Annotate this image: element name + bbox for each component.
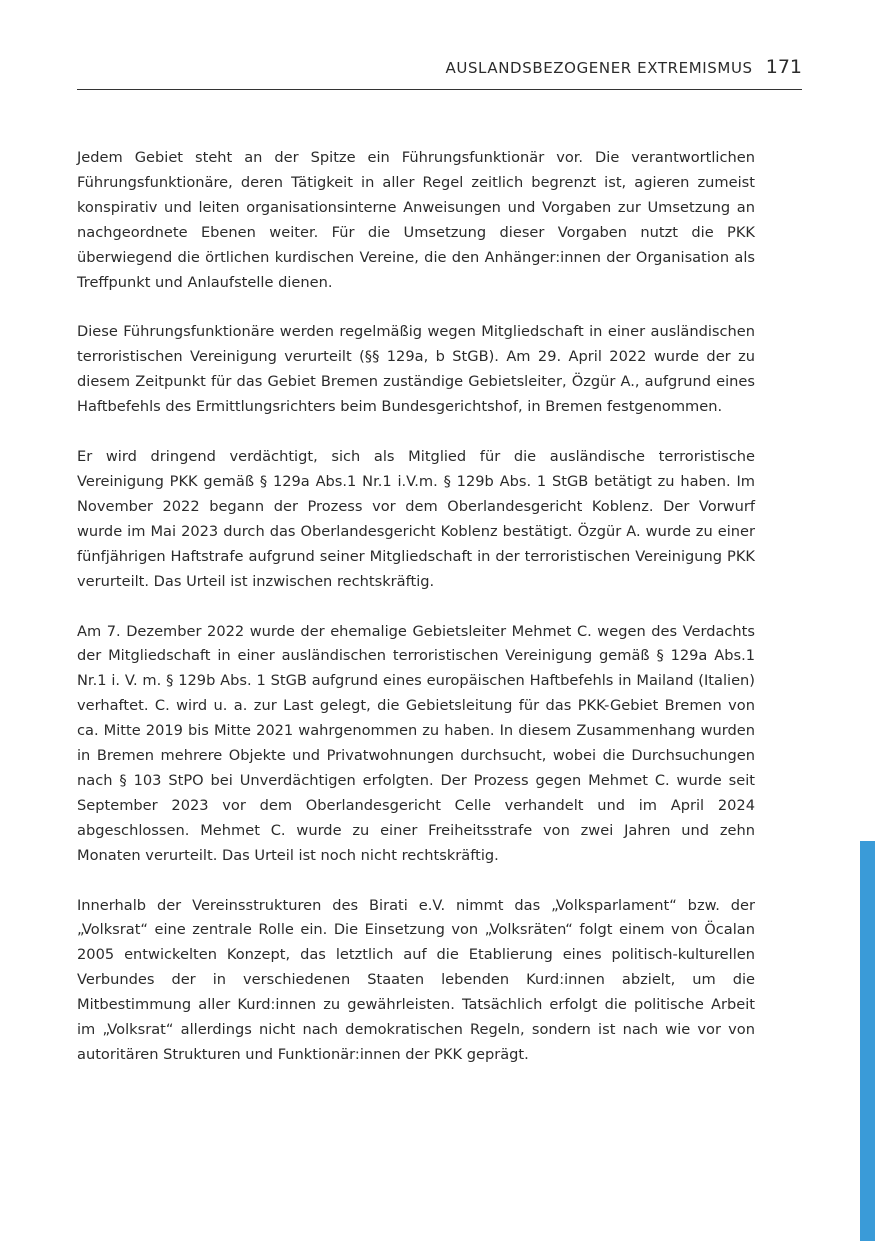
body-text bbox=[77, 146, 755, 1093]
paragraph-4: Am 7. Dezember 2022 wurde der ehemalige Gebietsleiter Mehmet C. wegen des Verdachts der Mitgliedschaft in einer ausländischen terroristischen Vereinigung gemäß § 129a Abs.1 Nr.1 i. V. m. § 129b Abs. 1 StGB aufgrund eines europäischen Haftbefehls in Mailand (Italien) verhaftet. C. wird u. a. zur Last gelegt, die Gebietsleitung für das PKK-Gebiet Bremen von ca. Mitte 2019 bis Mitte 2021 wahrgenommen zu haben. In diesem Zusammenhang wurden in Bremen mehrere Objekte und Privatwohnungen durchsucht, wobei die Durchsuchungen nach § 103 StPO bei Unverdächtigen erfolgten. Der Prozess gegen Mehmet C. wurde seit September 2023 vor dem Oberlandesgericht Celle verhandelt und im April 2024 abgeschlossen. Mehmet C. wurde zu einer Freiheitsstrafe von zwei Jahren und zehn Monaten verurteilt. Das Urteil ist noch nicht rechtskräftig. bbox=[77, 622, 755, 864]
paragraph-5: Innerhalb der Vereinsstrukturen des Birati e.V. nimmt das „Volksparlament“ bzw. der „Volksrat“ eine zentrale Rolle ein. Die Einsetzung von „Volksräten“ folgt einem von Öcalan 2005 entwickelten Konzept, das letztlich auf die Etablierung eines politisch-kulturellen Verbundes der in verschiedenen Staaten lebenden Kurd:innen abzielt, um die Mitbestimmung aller Kurd:innen zu gewährleisten. Tatsächlich erfolgt die politische Arbeit im „Volksrat“ allerdings nicht nach demokratischen Regeln, sondern ist nach wie vor von autoritären Strukturen und Funktionär:innen der PKK geprägt. bbox=[77, 896, 755, 1063]
running-header-content bbox=[446, 56, 803, 78]
paragraph-3: Er wird dringend verdächtigt, sich als Mitglied für die ausländische terroristische Vereinigung PKK gemäß § 129a Abs.1 Nr.1 i.V.m. § 129b Abs. 1 StGB betätigt zu haben. Im November 2022 begann der Prozess vor dem Oberlandesgericht Koblenz. Der Vorwurf wurde im Mai 2023 durch das Oberlandesgericht Koblenz bestätigt. Özgür A. wurde zu einer fünfjährigen Haftstrafe aufgrund seiner Mitgliedschaft in der terroristischen Vereinigung PKK verurteilt. Das Urteil ist inzwischen rechtskräftig. bbox=[77, 448, 755, 590]
paragraph-2: Diese Führungsfunktionäre werden regelmäßig wegen Mitgliedschaft in einer ausländischen terroristischen Vereinigung verurteilt (§§ 129a, b StGB). Am 29. April 2022 wurde der zu diesem Zeitpunkt für das Gebiet Bremen zuständige Gebietsleiter, Özgür A., aufgrund eines Haftbefehls des Ermittlungsrichters beim Bundesgerichtshof, in Bremen festgenommen. bbox=[77, 323, 755, 416]
section-title: AUSLANDSBEZOGENER EXTREMISMUS bbox=[445, 59, 753, 77]
page-number: 171 bbox=[765, 56, 802, 78]
paragraph-1: Jedem Gebiet steht an der Spitze ein Führungsfunktionär vor. Die verantwortlichen Führungsfunktionäre, deren Tätigkeit in aller Regel zeitlich begrenzt ist, agieren zumeist konspirativ und leiten organisationsinterne Anweisungen und Vorgaben zur Umsetzung an nachgeordnete Ebenen weiter. Für die Umsetzung dieser Vorgaben nutzt die PKK überwiegend die örtlichen kurdischen Vereine, die den Anhänger:innen der Organisation als Treffpunkt und Anlaufstelle dienen. bbox=[77, 149, 755, 291]
chapter-tab-marker bbox=[860, 841, 875, 1241]
running-header bbox=[77, 56, 802, 90]
